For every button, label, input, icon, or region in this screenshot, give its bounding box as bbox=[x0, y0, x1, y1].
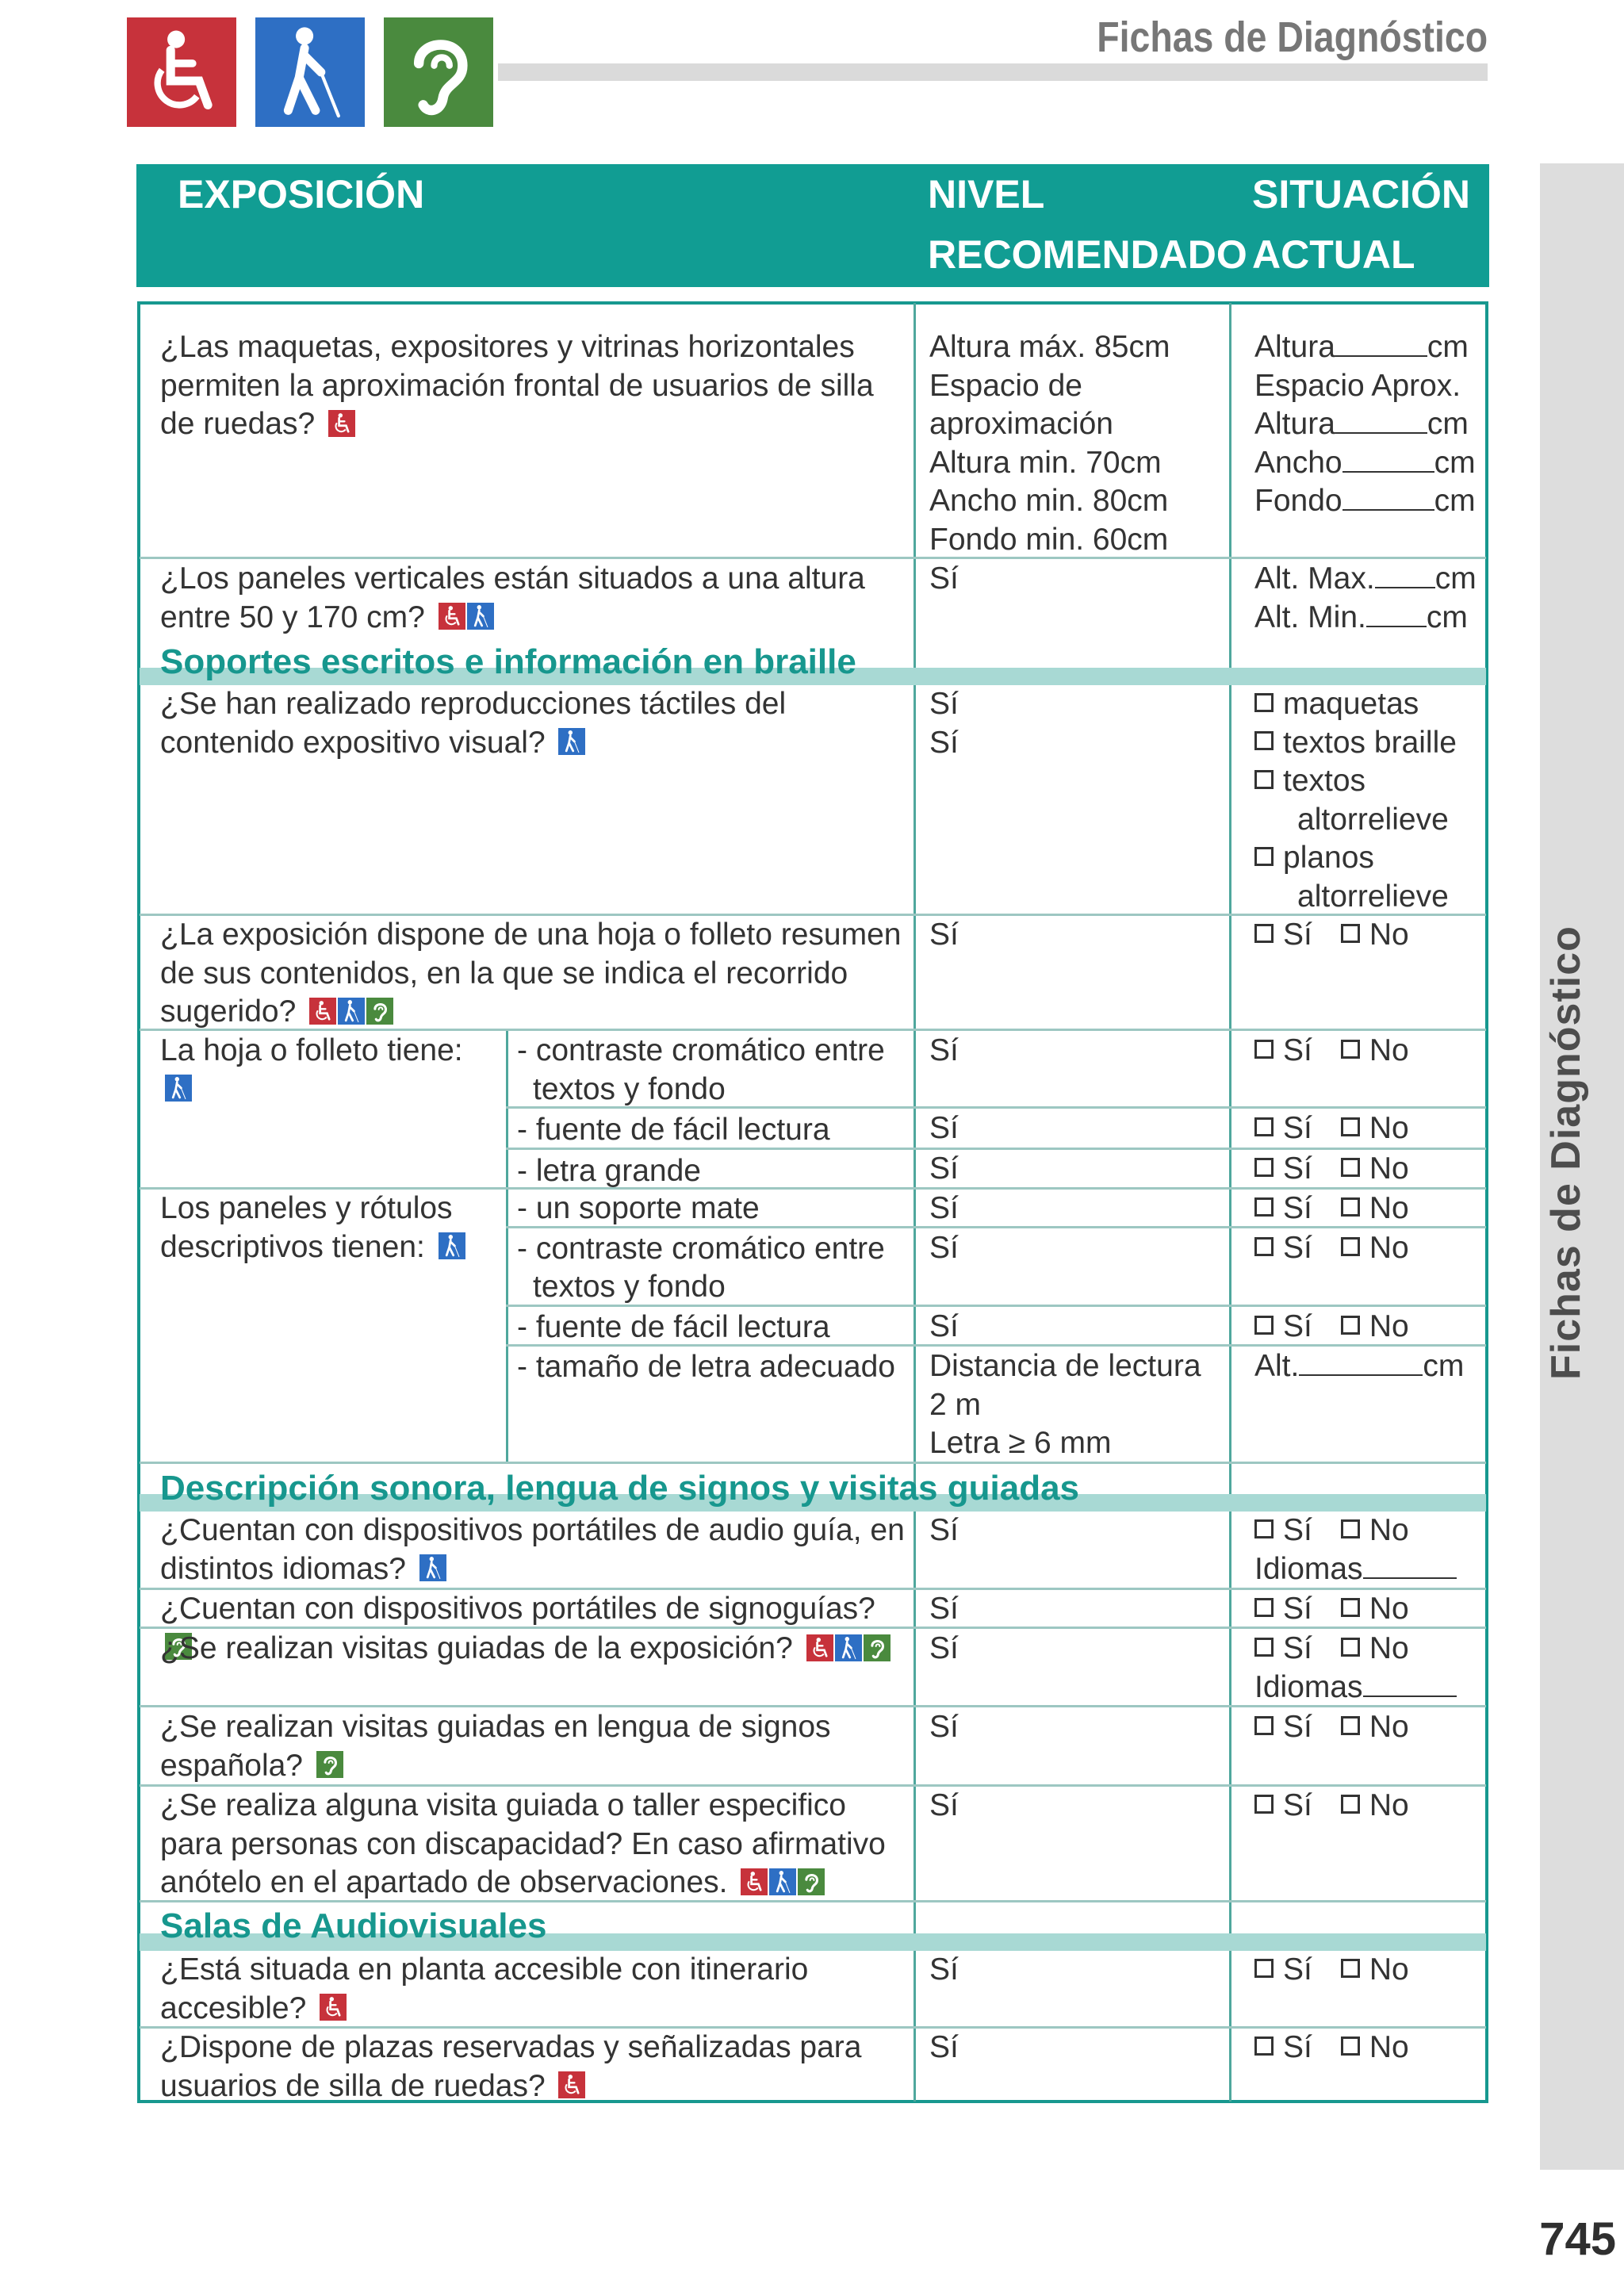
page-number: 745 bbox=[1539, 2213, 1616, 2265]
idiomas-field[interactable] bbox=[1363, 1672, 1457, 1697]
row-divider bbox=[140, 557, 1486, 559]
checkbox[interactable] bbox=[1254, 847, 1274, 866]
actual-situation bbox=[1254, 1787, 1484, 1826]
no-checkbox[interactable] bbox=[1341, 1959, 1360, 1978]
no-checkbox[interactable] bbox=[1341, 1638, 1360, 1657]
idiomas-field[interactable] bbox=[1363, 1554, 1457, 1579]
recommended-level: Sí bbox=[929, 1952, 959, 1987]
section-title: Descripción sonora, lengua de signos y visitas guiadas bbox=[160, 1469, 1080, 1508]
no-label: No bbox=[1369, 918, 1409, 952]
field-label: Ancho bbox=[1254, 445, 1342, 480]
yes-label: Sí bbox=[1283, 1033, 1312, 1067]
yes-checkbox[interactable] bbox=[1254, 1638, 1274, 1657]
option-label: textos bbox=[1283, 764, 1366, 798]
actual-situation bbox=[1254, 685, 1484, 916]
field-label: Alt. Max. bbox=[1254, 561, 1375, 596]
hearing-icon bbox=[366, 998, 393, 1025]
altura-field[interactable] bbox=[1335, 331, 1427, 357]
recommended-level bbox=[929, 685, 1231, 762]
no-label: No bbox=[1369, 1710, 1409, 1744]
recommended-level: Sí bbox=[929, 918, 959, 952]
recommended-level: Sí bbox=[929, 1710, 959, 1744]
sub-item: textos y fondo bbox=[533, 1270, 726, 1304]
no-label: No bbox=[1369, 1309, 1409, 1343]
wheelchair-icon bbox=[439, 603, 465, 630]
checkbox[interactable] bbox=[1254, 770, 1274, 789]
page-title: Fichas de Diagnóstico bbox=[1097, 13, 1488, 61]
no-label: No bbox=[1369, 2030, 1409, 2064]
recommended-level: Sí bbox=[929, 1231, 959, 1265]
yes-checkbox[interactable] bbox=[1254, 1197, 1274, 1217]
actual-situation bbox=[1254, 1951, 1484, 1990]
actual-situation bbox=[1254, 1190, 1484, 1228]
actual-situation bbox=[1254, 1347, 1484, 1386]
blind-person-icon bbox=[558, 728, 585, 755]
no-checkbox[interactable] bbox=[1341, 1197, 1360, 1217]
sub-item: - contraste cromático entre bbox=[517, 1033, 885, 1067]
yes-label: Sí bbox=[1283, 1191, 1312, 1225]
no-label: No bbox=[1369, 1513, 1409, 1547]
actual-situation bbox=[1254, 2029, 1484, 2067]
sub-item: - fuente de fácil lectura bbox=[517, 1113, 830, 1147]
blind-person-icon bbox=[769, 1868, 796, 1895]
no-checkbox[interactable] bbox=[1341, 1795, 1360, 1814]
field-label: Fondo bbox=[1254, 484, 1342, 518]
question-text: ¿Cuentan con dispositivos portátiles de signoguías? bbox=[160, 1592, 875, 1626]
option-label: altorrelieve bbox=[1297, 802, 1449, 837]
recommended-level: Sí bbox=[929, 1309, 959, 1343]
question-text: ¿Las maquetas, expositores y vitrinas horizontales permiten la aproximación frontal de usuarios de silla de ruedas? bbox=[160, 330, 874, 441]
yes-label: Sí bbox=[1283, 2030, 1312, 2064]
option-label: planos bbox=[1283, 841, 1374, 875]
yes-checkbox[interactable] bbox=[1254, 2037, 1274, 2056]
hearing-icon bbox=[798, 1868, 825, 1895]
table-row bbox=[160, 1951, 906, 2028]
yes-checkbox[interactable] bbox=[1254, 924, 1274, 943]
blind-person-icon bbox=[467, 603, 494, 630]
yes-label: Sí bbox=[1283, 1309, 1312, 1343]
recommended-level: Sí bbox=[929, 1631, 959, 1665]
col-divider bbox=[506, 1029, 508, 1462]
question-text: La hoja o folleto tiene: bbox=[160, 1033, 463, 1067]
actual-situation bbox=[1254, 1630, 1484, 1707]
yes-label: Sí bbox=[1283, 918, 1312, 952]
level-line: 2 m bbox=[929, 1387, 982, 1422]
unit-label: cm bbox=[1427, 407, 1469, 441]
option-label: textos braille bbox=[1283, 725, 1457, 760]
level-line: Espacio de aproximación bbox=[929, 368, 1113, 441]
no-checkbox[interactable] bbox=[1341, 1598, 1360, 1617]
blind-person-icon bbox=[338, 998, 365, 1025]
wheelchair-icon bbox=[320, 1994, 347, 2021]
no-checkbox[interactable] bbox=[1341, 1040, 1360, 1059]
yes-checkbox[interactable] bbox=[1254, 1117, 1274, 1136]
unit-label: cm bbox=[1423, 1349, 1465, 1383]
actual-situation bbox=[1254, 1150, 1484, 1189]
section-title: Soportes escritos e información en braille bbox=[160, 642, 856, 681]
no-checkbox[interactable] bbox=[1341, 1716, 1360, 1735]
table-row bbox=[160, 1630, 906, 1669]
level-line: Altura máx. 85cm bbox=[929, 330, 1170, 364]
no-checkbox[interactable] bbox=[1341, 1158, 1360, 1177]
actual-situation bbox=[1254, 1512, 1484, 1588]
yes-label: Sí bbox=[1283, 1631, 1312, 1665]
no-checkbox[interactable] bbox=[1341, 2037, 1360, 2056]
field-label: Idiomas bbox=[1254, 1669, 1363, 1704]
no-checkbox[interactable] bbox=[1341, 924, 1360, 943]
option-label: altorrelieve bbox=[1297, 879, 1449, 914]
question-text: ¿La exposición dispone de una hoja o folleto resumen de sus contenidos, en la que se indica el recorrido sugerido? bbox=[160, 918, 902, 1029]
actual-situation bbox=[1254, 328, 1484, 521]
header-nivel: NIVEL bbox=[928, 172, 1045, 216]
level-line: Altura min. 70cm bbox=[929, 445, 1162, 480]
checkbox[interactable] bbox=[1254, 731, 1274, 750]
recommended-level: Sí bbox=[929, 2030, 959, 2064]
ancho-field[interactable] bbox=[1342, 447, 1434, 473]
recommended-level: Sí bbox=[929, 561, 959, 596]
hearing-icon bbox=[316, 1751, 343, 1778]
question-text: ¿Se realiza alguna visita guiada o taller especifico para personas con discapacidad? En caso afirmativo anótelo en el apartado de observaciones. bbox=[160, 1788, 886, 1899]
level-line: Distancia de lectura bbox=[929, 1349, 1201, 1383]
yes-label: Sí bbox=[1283, 1151, 1312, 1186]
yes-checkbox[interactable] bbox=[1254, 1237, 1274, 1256]
field-label: Alt. bbox=[1254, 1349, 1300, 1383]
recommended-level: Sí bbox=[929, 1111, 959, 1145]
blind-person-icon bbox=[165, 1075, 192, 1102]
alt-field[interactable] bbox=[1299, 1351, 1423, 1376]
field-label: Altura bbox=[1254, 407, 1335, 441]
unit-label: cm bbox=[1434, 561, 1477, 596]
yes-checkbox[interactable] bbox=[1254, 1040, 1274, 1059]
alt-min-field[interactable] bbox=[1366, 602, 1427, 627]
question-text: Los paneles y rótulos descriptivos tienen: bbox=[160, 1191, 453, 1264]
recommended-level: Sí bbox=[929, 1151, 959, 1186]
table-row bbox=[160, 328, 906, 444]
recommended-level: Sí bbox=[929, 1513, 959, 1547]
recommended-level: Sí bbox=[929, 1592, 959, 1626]
actual-situation bbox=[1254, 1229, 1484, 1268]
recommended-level bbox=[929, 1347, 1231, 1463]
table-row bbox=[160, 916, 906, 1032]
alt-max-field[interactable] bbox=[1375, 563, 1435, 588]
recommended-level: Sí bbox=[929, 1788, 959, 1822]
sub-item: - tamaño de letra adecuado bbox=[517, 1350, 895, 1384]
header-actual: ACTUAL bbox=[1252, 232, 1415, 277]
table-row bbox=[160, 1787, 906, 1902]
table-row bbox=[160, 1512, 906, 1588]
yes-label: Sí bbox=[1283, 1952, 1312, 1987]
yes-label: Sí bbox=[1283, 1710, 1312, 1744]
no-label: No bbox=[1369, 1111, 1409, 1145]
question-text: ¿Cuentan con dispositivos portátiles de audio guía, en distintos idiomas? bbox=[160, 1513, 905, 1586]
yes-label: Sí bbox=[1283, 1513, 1312, 1547]
level-line: Letra ≥ 6 mm bbox=[929, 1426, 1112, 1460]
question-text: ¿Los paneles verticales están situados a una altura entre 50 y 170 cm? bbox=[160, 561, 865, 634]
blind-person-icon bbox=[835, 1634, 862, 1661]
actual-situation bbox=[1254, 1109, 1484, 1148]
yes-checkbox[interactable] bbox=[1254, 1959, 1274, 1978]
sub-item: textos y fondo bbox=[533, 1071, 726, 1106]
no-label: No bbox=[1369, 1592, 1409, 1626]
yes-label: Sí bbox=[1283, 1231, 1312, 1265]
table-header bbox=[136, 164, 1489, 287]
no-label: No bbox=[1369, 1151, 1409, 1186]
wheelchair-icon bbox=[328, 410, 355, 437]
field-label: Alt. Min. bbox=[1254, 600, 1366, 634]
no-checkbox[interactable] bbox=[1341, 1117, 1360, 1136]
actual-situation bbox=[1254, 1308, 1484, 1347]
actual-situation bbox=[1254, 1708, 1484, 1747]
yes-label: Sí bbox=[1283, 1111, 1312, 1145]
sub-item: - fuente de fácil lectura bbox=[517, 1309, 830, 1344]
altura-aprox-field[interactable] bbox=[1335, 408, 1427, 434]
yes-checkbox[interactable] bbox=[1254, 1316, 1274, 1335]
field-label: Idiomas bbox=[1254, 1551, 1363, 1586]
wheelchair-icon bbox=[558, 2071, 585, 2098]
checkbox[interactable] bbox=[1254, 693, 1274, 712]
sub-items bbox=[517, 1032, 914, 1190]
header-rule bbox=[498, 63, 1488, 81]
actual-situation bbox=[1254, 560, 1484, 637]
no-label: No bbox=[1369, 1231, 1409, 1265]
table-row bbox=[160, 685, 906, 762]
row-divider bbox=[140, 1462, 1486, 1464]
hearing-icon bbox=[864, 1634, 891, 1661]
no-checkbox[interactable] bbox=[1341, 1316, 1360, 1335]
question-text: ¿Se realizan visitas guiadas de la exposición? bbox=[160, 1631, 793, 1665]
yes-checkbox[interactable] bbox=[1254, 1716, 1274, 1735]
wheelchair-icon bbox=[806, 1634, 833, 1661]
question-text: ¿Dispone de plazas reservadas y señalizadas para usuarios de silla de ruedas? bbox=[160, 2030, 862, 2103]
header-situacion: SITUACIÓN bbox=[1252, 172, 1470, 216]
blind-person-icon bbox=[419, 1554, 446, 1581]
yes-label: Sí bbox=[1283, 1788, 1312, 1822]
blind-person-icon bbox=[439, 1232, 465, 1259]
field-label: Espacio Aprox. bbox=[1254, 368, 1461, 403]
sub-item: - un soporte mate bbox=[517, 1191, 760, 1225]
recommended-level bbox=[929, 328, 1231, 559]
actual-situation bbox=[1254, 1590, 1484, 1629]
unit-label: cm bbox=[1427, 330, 1469, 364]
no-label: No bbox=[1369, 1033, 1409, 1067]
unit-label: cm bbox=[1426, 600, 1468, 634]
level-line: Sí bbox=[929, 725, 959, 760]
level-line: Sí bbox=[929, 687, 959, 721]
blind-person-icon bbox=[255, 17, 365, 127]
table-row bbox=[160, 2029, 906, 2105]
unit-label: cm bbox=[1434, 445, 1476, 480]
col-divider bbox=[914, 303, 916, 2102]
side-title bbox=[1542, 1301, 1582, 1380]
yes-checkbox[interactable] bbox=[1254, 1598, 1274, 1617]
sub-item: - contraste cromático entre bbox=[517, 1231, 885, 1266]
question-text: ¿Está situada en planta accesible con itinerario accesible? bbox=[160, 1952, 809, 2025]
recommended-level: Sí bbox=[929, 1033, 959, 1067]
yes-checkbox[interactable] bbox=[1254, 1795, 1274, 1814]
wheelchair-icon bbox=[741, 1868, 768, 1895]
no-checkbox[interactable] bbox=[1341, 1519, 1360, 1538]
table-row bbox=[160, 1708, 906, 1785]
wheelchair-icon bbox=[309, 998, 336, 1025]
option-label: maquetas bbox=[1283, 687, 1419, 721]
no-label: No bbox=[1369, 1952, 1409, 1987]
table-row bbox=[160, 1032, 493, 1109]
recommended-level: Sí bbox=[929, 1191, 959, 1225]
wheelchair-icon bbox=[127, 17, 236, 127]
yes-label: Sí bbox=[1283, 1592, 1312, 1626]
header-exposicion: EXPOSICIÓN bbox=[178, 172, 425, 216]
no-label: No bbox=[1369, 1788, 1409, 1822]
question-text: ¿Se realizan visitas guiadas en lengua de signos española? bbox=[160, 1710, 831, 1783]
no-label: No bbox=[1369, 1631, 1409, 1665]
yes-checkbox[interactable] bbox=[1254, 1519, 1274, 1538]
no-label: No bbox=[1369, 1191, 1409, 1225]
level-line: Ancho min. 80cm bbox=[929, 484, 1169, 518]
section-title: Salas de Audiovisuales bbox=[160, 1906, 547, 1945]
fondo-field[interactable] bbox=[1342, 485, 1434, 511]
actual-situation bbox=[1254, 1032, 1484, 1071]
no-checkbox[interactable] bbox=[1341, 1237, 1360, 1256]
hearing-icon bbox=[384, 17, 493, 127]
question-text: ¿Se han realizado reproducciones táctiles del contenido expositivo visual? bbox=[160, 687, 787, 760]
table-row bbox=[160, 560, 906, 637]
actual-situation bbox=[1254, 916, 1484, 955]
unit-label: cm bbox=[1434, 484, 1476, 518]
level-line: Fondo min. 60cm bbox=[929, 522, 1169, 557]
table-row bbox=[160, 1190, 493, 1266]
sub-items bbox=[517, 1190, 914, 1387]
yes-checkbox[interactable] bbox=[1254, 1158, 1274, 1177]
header-recomendado: RECOMENDADO bbox=[928, 232, 1247, 277]
field-label: Altura bbox=[1254, 330, 1335, 364]
sub-item: - letra grande bbox=[517, 1153, 701, 1188]
